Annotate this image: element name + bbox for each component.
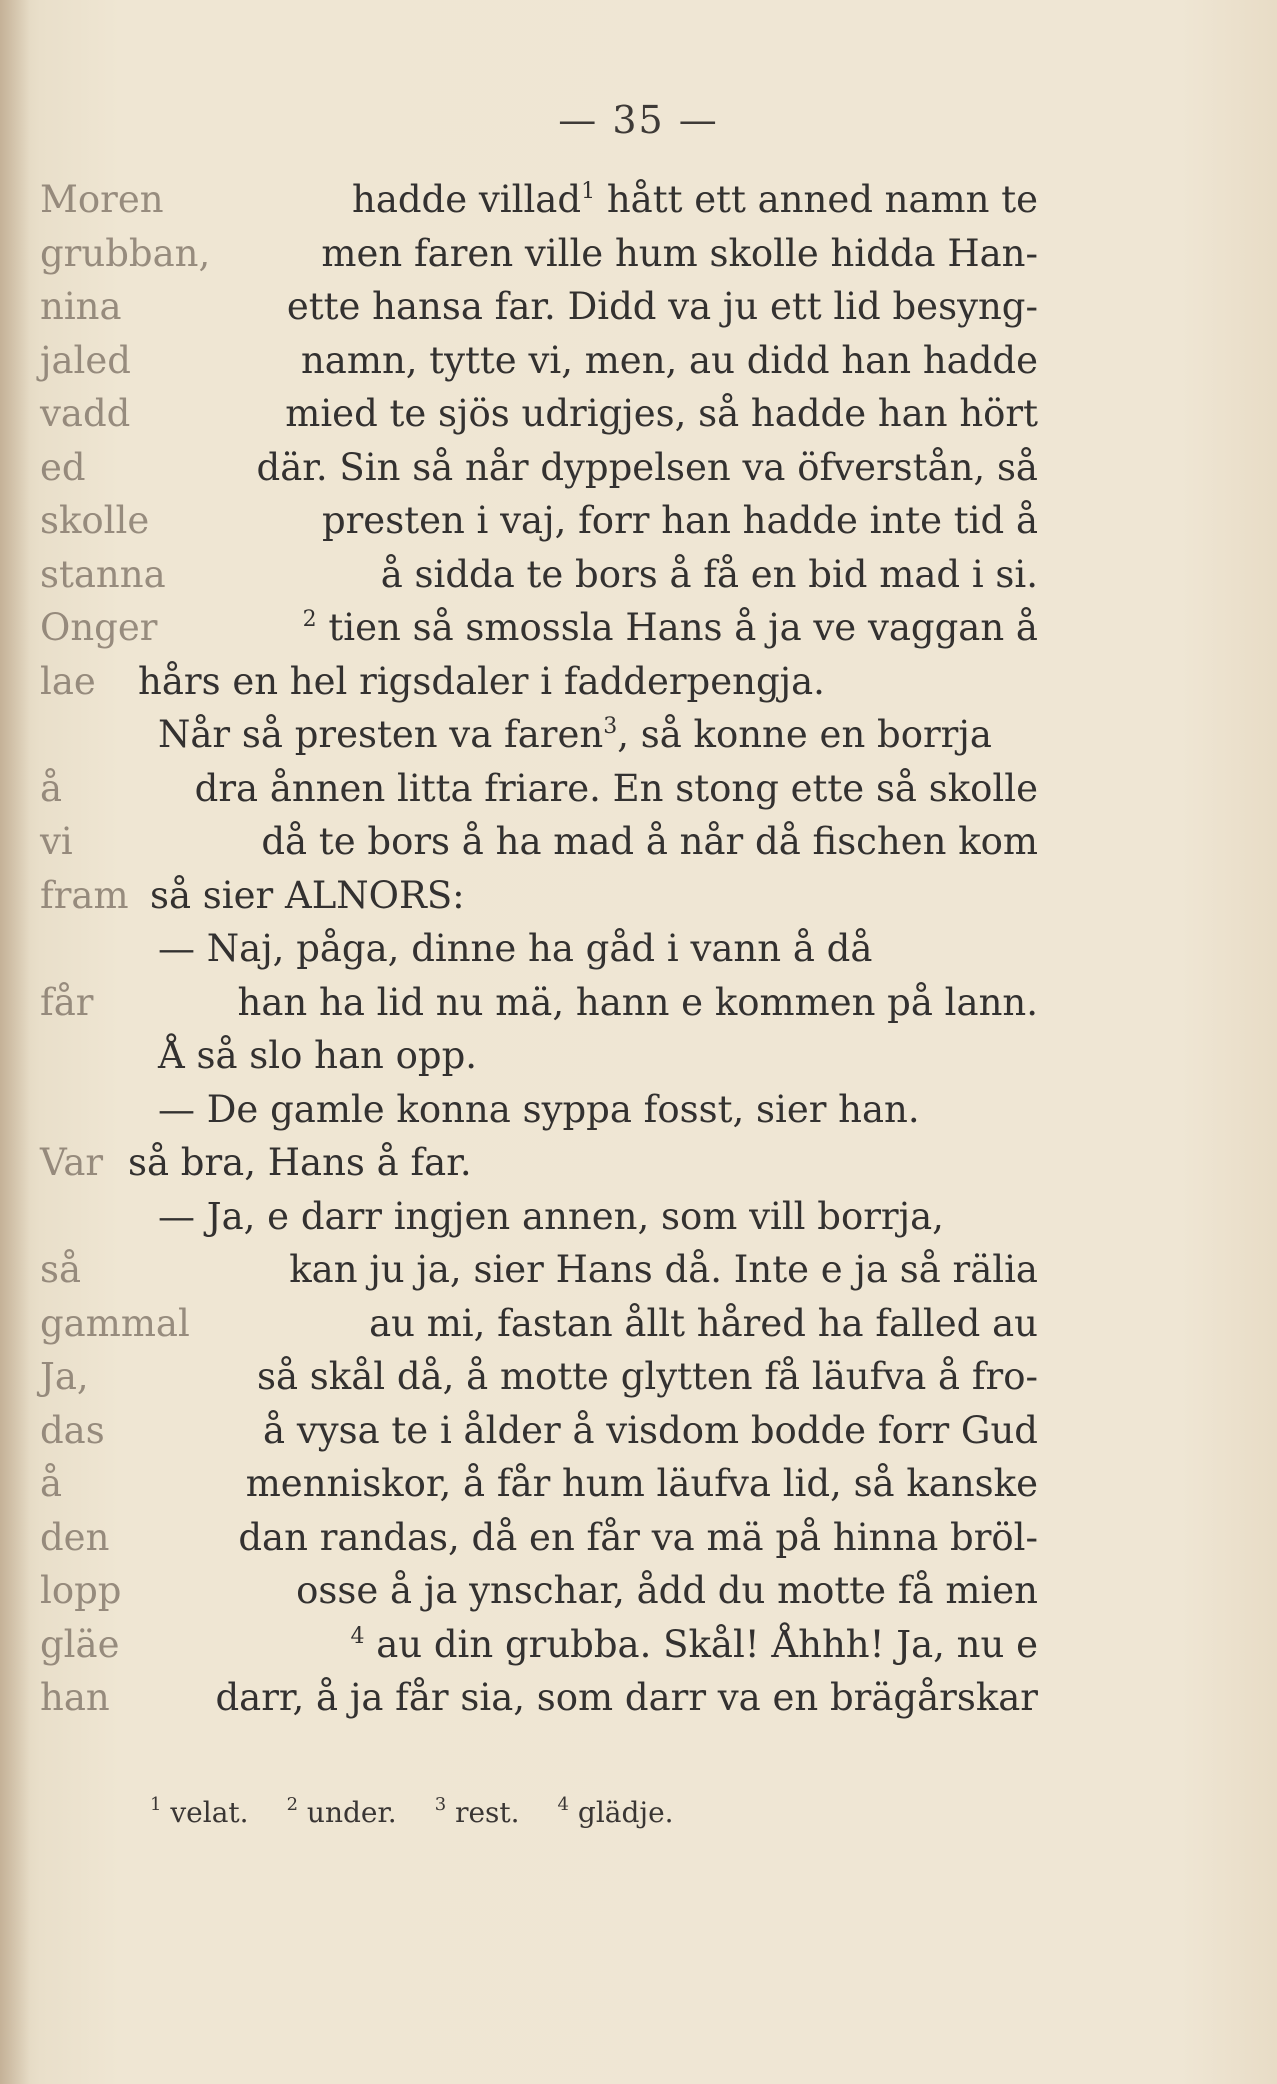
line-margin-text: Onger [40,606,158,649]
page-number: — 35 — [558,98,719,142]
footnote-marker: 4 [350,1623,365,1649]
text-line [0,655,1277,709]
line-text [128,1136,472,1190]
line-text-segment: namn, tytte vi, men, au didd han hadde [300,338,1038,382]
line-text-segment: ette hansa far. Didd va ju ett lid besyng- [286,285,1038,328]
line-text [263,1404,1038,1458]
line-text-segment: där. Sin så når dyppelsen va öfverstån, så [256,445,1038,489]
line-text-segment: dan randas, då en får va mä på hinna bröl- [238,1515,1038,1559]
line-text [238,976,1038,1030]
line-text-segment: han ha lid nu mä, hann e kommen på lann. [237,980,1038,1024]
line-margin-text: skolle [40,499,150,542]
line-margin-text: das [40,1408,105,1452]
line-text-tail: , så konne en borrja [617,713,992,756]
line-text [195,762,1038,816]
text-line [0,1297,1277,1351]
line-text [321,227,1038,281]
text-line [0,1350,1277,1404]
line-text-segment: Å så slo han opp. [158,1034,478,1077]
text-line [0,227,1277,281]
line-text [261,815,1038,869]
line-text [322,494,1038,548]
line-text-segment: men faren ville hum skolle hidda Han- [321,231,1038,275]
line-margin-text: jaled [40,338,131,382]
text-line [0,1029,1277,1083]
line-text [257,441,1038,495]
footnote-number: 2 [286,1794,299,1815]
footnote-marker: 2 [302,607,317,632]
line-text-segment: hadde villad [351,178,582,221]
line-text [381,548,1038,602]
line-text [158,922,872,976]
text-line [0,1190,1277,1244]
footnote-text: velat. [170,1796,249,1829]
text-line [0,1083,1277,1137]
line-margin-text: stanna [40,552,166,596]
line-text-segment: menniskor, å får hum läufva lid, så kanske [245,1462,1038,1505]
line-text-segment: presten i vaj, forr han hadde inte tid å [321,499,1038,542]
line-text-segment: — Naj, påga, dinne ha gåd i vann å då [158,927,873,970]
line-margin-text: lopp [40,1569,122,1612]
line-text-segment: au mi, fastan ållt håred ha falled au [369,1301,1038,1345]
line-margin-text: får [40,980,94,1024]
text-line [0,1404,1277,1458]
line-text [350,1618,1038,1672]
line-text-segment: kan ju ja, sier Hans då. Inte e ja så rälia [289,1248,1038,1291]
line-text-tail: tien så smossla Hans å ja ve vaggan å [316,606,1038,649]
line-text-segment: så skål då, å motte glytten få läufva å fro- [257,1355,1038,1398]
line-margin-text: den [40,1515,110,1559]
line-margin-text: lae [40,659,96,703]
line-text [138,655,825,709]
line-text [158,1029,477,1083]
line-margin-text: vi [40,820,73,863]
line-text [158,708,992,762]
text-line [0,334,1277,388]
footnote-marker: 3 [603,714,618,739]
line-text [369,1297,1038,1351]
text-line [0,1618,1277,1672]
footnote-text: glädje. [577,1796,674,1829]
footnote [150,1796,249,1829]
line-text-segment: Når så presten va faren [158,713,604,756]
line-text-segment: hårs en hel rigsdaler i fadderpengja. [138,659,825,703]
line-text [285,387,1038,441]
line-text-segment: så sier ALNORS: [150,873,465,917]
line-text [303,601,1038,655]
text-line [0,548,1277,602]
line-text [287,280,1038,334]
line-text [301,334,1038,388]
line-text-segment: å vysa te i ålder å visdom bodde forr Gud [263,1408,1038,1452]
line-text [246,1457,1038,1511]
line-text [150,869,465,923]
footnote-number: 3 [434,1794,447,1815]
line-text-segment: darr, å ja får sia, som darr va en brägårskar [215,1676,1038,1719]
line-margin-text: fram [40,873,129,917]
footnote-marker: 1 [581,179,596,204]
footnote [287,1796,397,1829]
line-margin-text: Moren [40,178,164,221]
line-text-segment: — De gamle konna syppa fosst, sier han. [158,1087,920,1131]
text-line [0,441,1277,495]
text-line [0,494,1277,548]
text-line [0,280,1277,334]
line-text [238,1511,1038,1565]
line-text-segment: då te bors å ha mad å når då fischen kom [261,820,1038,863]
text-line [0,173,1277,227]
text-line [0,387,1277,441]
text-line [0,869,1277,923]
line-margin-text: Ja, [40,1355,89,1398]
line-text-tail: au din grubba. Skål! Åhhh! Ja, nu e [364,1622,1038,1666]
line-text [289,1243,1038,1297]
line-text-segment: — Ja, e darr ingjen annen, som vill borrja, [158,1194,944,1238]
line-margin-text: Var [40,1141,104,1184]
line-margin-text: å [40,766,63,810]
line-text-segment: mied te sjös udrigjes, så hadde han hört [285,392,1038,435]
text-line [0,1564,1277,1618]
line-margin-text: nina [40,285,122,328]
line-text-segment: så bra, Hans å far. [128,1141,472,1184]
line-margin-text: gammal [40,1301,190,1345]
text-line [0,708,1277,762]
line-margin-text: vadd [40,392,131,435]
text-line [0,1511,1277,1565]
line-text [158,1083,920,1137]
line-text-tail: hått ett anned namn te [595,178,1038,221]
footnote-number: 4 [557,1794,569,1815]
line-text-segment: å sidda te bors å få en bid mad i si. [380,552,1038,596]
body-text [0,173,1277,1725]
line-text [257,1350,1038,1404]
footnote-text: rest. [455,1796,520,1829]
footnote [558,1796,674,1829]
text-line [0,1243,1277,1297]
text-line [0,815,1277,869]
text-line [0,1136,1277,1190]
text-line [0,762,1277,816]
line-text-segment: osse å ja ynschar, ådd du motte få mien [296,1569,1038,1612]
line-text [352,173,1038,227]
line-margin-text: han [40,1676,110,1719]
footnote [435,1796,520,1829]
text-line [0,1457,1277,1511]
line-text [215,1671,1038,1725]
footnote-text: under. [306,1796,397,1829]
line-text [158,1190,944,1244]
line-text [296,1564,1038,1618]
text-line [0,922,1277,976]
line-text-segment: dra ånnen litta friare. En stong ette så skolle [194,766,1038,810]
line-margin-text: så [40,1248,82,1291]
line-margin-text: gläe [40,1622,120,1666]
text-line [0,601,1277,655]
line-margin-text: å [40,1462,63,1505]
text-line [0,1671,1277,1725]
line-margin-text: grubban, [40,231,211,275]
footnotes [150,1796,1150,1829]
footnote-number: 1 [150,1794,162,1815]
line-margin-text: ed [40,445,86,489]
text-line [0,976,1277,1030]
